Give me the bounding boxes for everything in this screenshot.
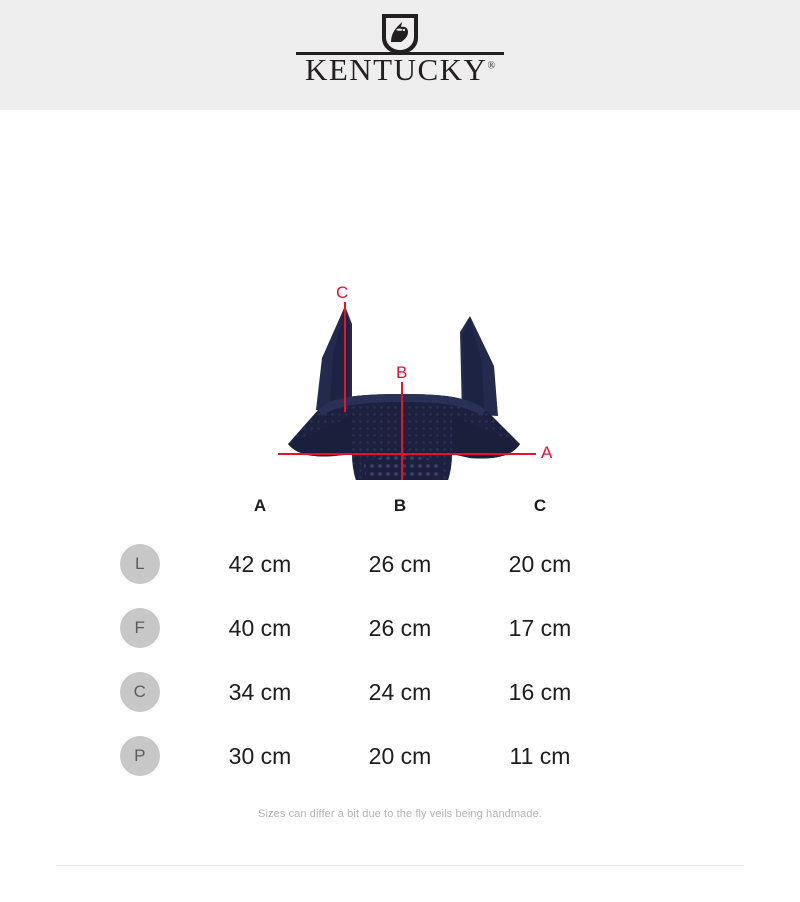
table-row [0,596,800,660]
row-spacer [610,660,800,724]
column-header-size [0,480,190,532]
measure-label-c: C [336,283,349,302]
row-spacer [610,724,800,788]
column-header-spacer [610,480,800,532]
value-c: 16 cm [508,678,572,705]
fly-veil-illustration [0,110,800,480]
brand-wordmark [305,54,495,85]
product-figure-area [0,110,800,480]
value-a: 30 cm [228,742,292,769]
horse-crest-logo-icon [377,12,423,56]
column-header-a: A [253,496,267,515]
value-b: 26 cm [368,614,432,641]
size-cell [0,724,190,788]
value-c: 20 cm [508,550,572,577]
size-badge: F [120,608,160,648]
row-spacer [610,532,800,596]
registered-mark: ® [487,60,496,72]
value-c: 11 cm [509,742,571,769]
size-badge: C [120,672,160,712]
row-spacer [610,596,800,660]
brand-wordmark-text: KENTUCKY [304,52,488,87]
value-b: 20 cm [368,742,432,769]
value-b: 24 cm [368,678,432,705]
value-a: 34 cm [228,678,292,705]
bottom-divider [56,865,744,866]
table-row [0,724,800,788]
value-a: 40 cm [228,614,292,641]
brand-lockup [290,12,510,98]
value-b: 26 cm [368,550,432,577]
table-header-row [0,480,800,532]
size-badge: L [120,544,160,584]
measure-label-a: A [541,443,553,462]
size-cell [0,660,190,724]
footnote-text: Sizes can differ a bit due to the fly veils being handmade. [258,808,542,820]
size-table-area [0,480,800,820]
table-row [0,532,800,596]
measure-label-b: B [396,363,408,382]
brand-header [0,0,800,110]
value-a: 42 cm [228,550,292,577]
size-table [0,480,800,788]
column-header-b: B [393,496,407,515]
column-header-c: C [533,496,547,515]
size-badge: P [120,736,160,776]
size-cell [0,596,190,660]
table-row [0,660,800,724]
value-c: 17 cm [508,614,572,641]
size-cell [0,532,190,596]
